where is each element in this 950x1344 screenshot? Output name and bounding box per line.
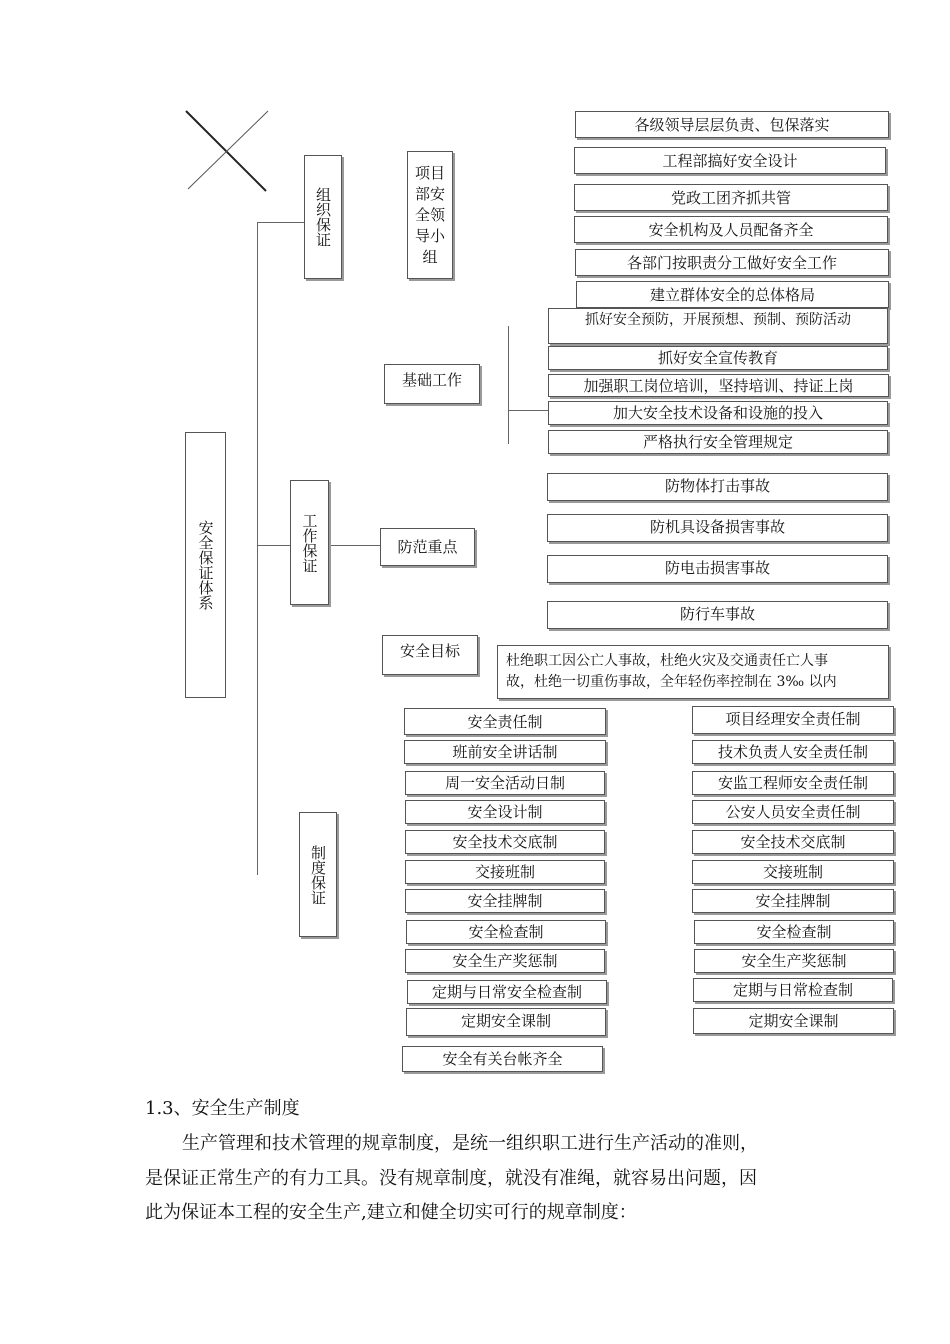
rules-guarantee-label: 制度保证	[309, 844, 327, 905]
basic-item-1: 抓好安全预防，开展预想、预制、预防活动	[548, 308, 888, 344]
org-item-1: 各级领导层层负责、包保落实	[575, 111, 889, 138]
focus-item-4: 防行车事故	[547, 601, 888, 629]
connector-work	[257, 545, 291, 546]
section-paragraph-line3: 此为保证本工程的安全生产,建立和健全切实可行的规章制度：	[145, 1202, 637, 1223]
section-paragraph-line1: 生产管理和技术管理的规章制度，是统一组织职工进行生产活动的准则，	[182, 1133, 758, 1154]
section-heading: 1.3、安全生产制度	[145, 1098, 300, 1119]
rules-right-3: 安监工程师安全责任制	[692, 771, 894, 795]
safety-goal-text-box	[497, 645, 889, 699]
rules-right-4: 公安人员安全责任制	[692, 800, 894, 824]
rules-left-1: 安全责任制	[404, 708, 606, 735]
rules-right-5: 安全技术交底制	[692, 830, 894, 854]
rules-guarantee-box	[299, 812, 337, 937]
rules-right-7: 安全挂牌制	[692, 889, 894, 913]
rules-right-9: 安全生产奖惩制	[694, 949, 894, 973]
connector-basic-vertical	[508, 326, 509, 444]
basic-item-3: 加强职工岗位培训，坚持培训、持证上岗	[548, 374, 889, 397]
rules-right-2: 技术负责人安全责任制	[692, 740, 894, 764]
rules-right-8: 安全检查制	[694, 920, 894, 944]
rules-left-2: 班前安全讲话制	[404, 740, 606, 764]
rules-left-7: 安全挂牌制	[405, 889, 605, 913]
rules-left-6: 交接班制	[405, 860, 605, 884]
org-guarantee-label: 组织保证	[314, 187, 332, 247]
org-item-5: 各部门按职责分工做好安全工作	[575, 249, 889, 276]
section-paragraph-line2: 是保证正常生产的有力工具。没有规章制度，就没有准绳，就容易出问题，因	[145, 1168, 757, 1189]
focus-item-2: 防机具设备损害事故	[547, 514, 888, 542]
rules-left-8: 安全检查制	[406, 920, 606, 944]
safety-goal-text-line2: 故，杜绝一切重伤事故，全年轻伤率控制在 3‰ 以内	[506, 674, 837, 690]
basic-item-5: 严格执行安全管理规定	[548, 430, 888, 454]
main-vertical-line	[257, 222, 258, 875]
connector-work-focus	[329, 545, 380, 546]
rules-left-4: 安全设计制	[405, 800, 605, 824]
basic-work-box: 基础工作	[384, 364, 480, 404]
root-label: 安全保证体系	[196, 520, 215, 610]
focus-item-3: 防电击损害事故	[547, 555, 888, 583]
connector-org	[257, 222, 304, 223]
rules-left-9: 安全生产奖惩制	[405, 949, 605, 973]
safety-goal-text-line1: 杜绝职工因公亡人事故，杜绝火灾及交通责任亡人事	[506, 653, 828, 669]
org-item-2: 工程部搞好安全设计	[574, 147, 886, 174]
rules-left-5: 安全技术交底制	[405, 830, 605, 854]
org-guarantee-box	[304, 155, 342, 279]
basic-item-4: 加大安全技术设备和设施的投入	[548, 401, 888, 425]
focus-item-1: 防物体打击事故	[547, 473, 888, 501]
rules-left-3: 周一安全活动日制	[405, 771, 605, 795]
org-item-6: 建立群体安全的总体格局	[576, 281, 889, 308]
leadership-group-box	[407, 151, 453, 279]
rules-left-10: 定期与日常安全检查制	[407, 980, 607, 1004]
rules-left-12: 安全有关台帐齐全	[402, 1046, 603, 1072]
prevention-focus-box: 防范重点	[380, 528, 475, 566]
org-item-3: 党政工团齐抓共管	[574, 184, 888, 211]
work-guarantee-label: 工作保证	[300, 512, 319, 573]
rules-right-11: 定期安全课制	[693, 1008, 894, 1034]
rules-right-1: 项目经理安全责任制	[692, 706, 894, 734]
root-box	[185, 432, 226, 698]
rules-right-10: 定期与日常检查制	[693, 978, 893, 1002]
connector-basic-horizontal	[508, 410, 548, 411]
org-item-4: 安全机构及人员配备齐全	[574, 216, 888, 243]
cross-mark	[180, 105, 270, 195]
basic-item-2: 抓好安全宣传教育	[548, 346, 888, 370]
leadership-group-label: 项目部安全领导小组	[414, 163, 445, 266]
safety-goal-box: 安全目标	[382, 635, 478, 675]
rules-left-11: 定期安全课制	[406, 1008, 606, 1036]
rules-right-6: 交接班制	[692, 860, 894, 884]
work-guarantee-box	[290, 480, 329, 605]
